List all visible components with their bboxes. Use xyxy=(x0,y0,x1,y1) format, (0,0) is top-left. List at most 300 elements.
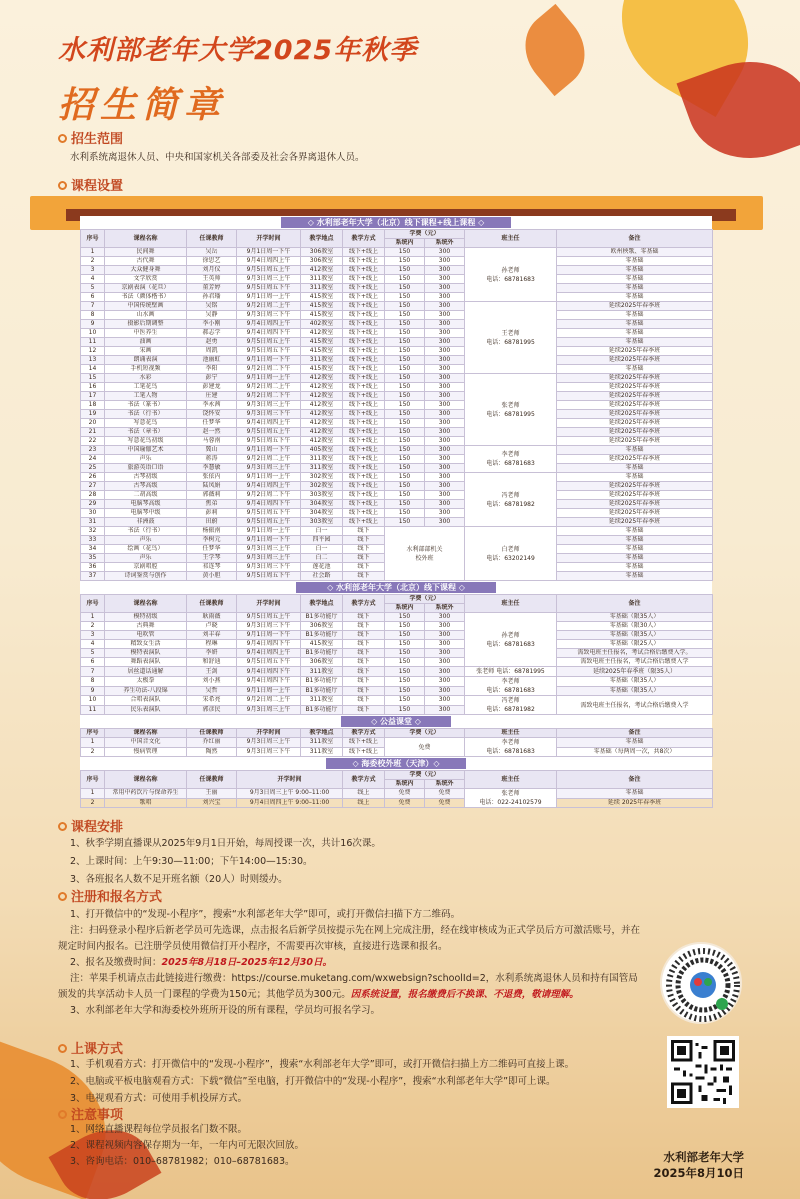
cell-mode: 线下+线上 xyxy=(343,455,385,464)
cell-mode: 线下 xyxy=(343,696,385,706)
cell-note: 需致电班主任报名，考试合格后缴费入学 xyxy=(557,658,713,667)
cell-start-time: 9月1日周一上午 xyxy=(237,374,301,383)
cell-fee-in: 150 xyxy=(385,257,425,266)
col-head: 班主任 xyxy=(465,595,557,613)
cell-teacher: 焦弟 xyxy=(187,500,237,509)
cell-mode: 线下+线上 xyxy=(343,284,385,293)
cell-course-name: 中医养生 xyxy=(105,329,187,338)
cell-mode: 线下+线上 xyxy=(343,738,385,748)
table-row xyxy=(81,248,713,257)
cell-mode: 线上 xyxy=(343,789,385,799)
cell-place: 412教室 xyxy=(301,383,343,392)
cell-fee-in: 150 xyxy=(385,365,425,374)
cell-start-time: 9月5日周五上午 xyxy=(237,338,301,347)
cell-mode: 线下 xyxy=(343,658,385,667)
cell-fee-out: 300 xyxy=(425,667,465,677)
cell-no: 9 xyxy=(81,686,105,696)
cell-no: 31 xyxy=(81,518,105,527)
cell-no: 6 xyxy=(81,293,105,302)
cell-fee-in: 150 xyxy=(385,518,425,527)
cell-teacher: 王丽 xyxy=(187,789,237,799)
table-row xyxy=(81,789,713,799)
cell-place: 莲花池 xyxy=(301,563,343,572)
cell-fee-out: 300 xyxy=(425,419,465,428)
cell-course-name: 电脑琴高级 xyxy=(105,500,187,509)
cell-place: 302教室 xyxy=(301,473,343,482)
cell-mode: 线下+线上 xyxy=(343,482,385,491)
maple-leaf-decoration xyxy=(510,4,601,96)
cell-fee-in: 150 xyxy=(385,266,425,275)
cell-teacher: 刘兴宝 xyxy=(187,798,237,808)
col-fee-out: 系统外 xyxy=(425,239,465,248)
cell-teacher: 池丽虹 xyxy=(187,356,237,365)
cell-no: 10 xyxy=(81,696,105,706)
cell-fee-in: 150 xyxy=(385,686,425,696)
cell-teacher: 孙君璠 xyxy=(187,293,237,302)
cell-start-time: 9月1日周一下午 xyxy=(237,446,301,455)
cell-place: 311教室 xyxy=(301,464,343,473)
cell-fee-out: 300 xyxy=(425,275,465,284)
cell-course-name: 诗词鉴赏与创作 xyxy=(105,572,187,581)
cell-start-time: 9月3日周三下午 xyxy=(237,410,301,419)
cell-mode: 线下+线上 xyxy=(343,365,385,374)
cell-fee-in: 免费 xyxy=(385,789,425,799)
cell-mode: 线下+线上 xyxy=(343,302,385,311)
cell-fee-in: 免费 xyxy=(385,798,425,808)
notes-line: 3、咨询电话：010–68781982；010–68781683。 xyxy=(70,1156,295,1167)
cell-start-time: 9月5日周五上午 xyxy=(237,613,301,622)
cell-place: 302教室 xyxy=(301,482,343,491)
table-row xyxy=(81,473,713,482)
cell-mode: 线下+线上 xyxy=(343,747,385,757)
cell-course-name: 京剧唱腔 xyxy=(105,563,187,572)
cell-fee-out: 300 xyxy=(425,518,465,527)
cell-teacher: 郝志学 xyxy=(187,329,237,338)
cell-class-head: 王老师 电话：68781995 xyxy=(465,302,557,374)
cell-mode: 线下+线上 xyxy=(343,500,385,509)
cell-fee-out: 300 xyxy=(425,640,465,649)
qr-code[interactable] xyxy=(667,1036,739,1108)
cell-no: 19 xyxy=(81,410,105,419)
cell-fee-in: 150 xyxy=(385,275,425,284)
register-line: 3、水利部老年大学和海委校外班所开设的所有课程，学员均可报名学习。 xyxy=(70,1005,381,1016)
cell-course-name: 文学欣赏 xyxy=(105,275,187,284)
cell-teacher: 王剑 xyxy=(187,667,237,677)
cell-teacher: 黄小胆 xyxy=(187,572,237,581)
cell-start-time: 9月3日周三上午 9:00–11:00 xyxy=(237,789,343,799)
col-name: 课程名称 xyxy=(105,771,187,789)
cell-place: 306教室 xyxy=(301,622,343,631)
cell-mode: 线下+线上 xyxy=(343,293,385,302)
cell-fee-in: 150 xyxy=(385,347,425,356)
cell-note: 零基础（限35人） xyxy=(557,677,713,687)
cell-place: 311教室 xyxy=(301,738,343,748)
table-row xyxy=(81,365,713,374)
cell-teacher: 刘月仪 xyxy=(187,266,237,275)
cell-start-time: 9月5日周五下午 xyxy=(237,658,301,667)
scope-text: 水利系统离退休人员、中央和国家机关各部委及社会各界离退休人员。 xyxy=(70,152,365,163)
cell-mode: 线下+线上 xyxy=(343,509,385,518)
col-mode: 教学方式 xyxy=(343,595,385,613)
schedule-text xyxy=(70,835,740,889)
cell-fee-out: 300 xyxy=(425,622,465,631)
cell-place: 415教室 xyxy=(301,347,343,356)
cell-teacher: 冀山 xyxy=(187,446,237,455)
cell-teacher: 宋希亮 xyxy=(187,696,237,706)
table-row xyxy=(81,631,713,640)
cell-start-time: 9月4日周四下午 xyxy=(237,329,301,338)
cell-course-name: 精致女生活 xyxy=(105,640,187,649)
cell-start-time: 9月5日周五上午 xyxy=(237,518,301,527)
cell-fee-out: 300 xyxy=(425,356,465,365)
cell-course-name: 手机短视频 xyxy=(105,365,187,374)
cell-note: 延续2025年春季班 xyxy=(557,518,713,527)
cell-no: 29 xyxy=(81,500,105,509)
register-line: 注：扫码登录小程序后新老学员可先选课，点击报名后新学员按提示先在网上完成注册，经在线审核成为正式学员后方可激活账号，并在规定时间内报名。已注册学员使用微信打开小程序，不需要再次审核，直接进行选课和报名。 xyxy=(58,925,641,952)
cell-mode: 线下 xyxy=(343,536,385,545)
cell-place: B1多功能厅 xyxy=(301,705,343,715)
col-time: 开学时间 xyxy=(237,230,301,248)
col-name: 课程名称 xyxy=(105,595,187,613)
circle-bullet-icon xyxy=(58,134,67,143)
cell-start-time: 9月5日周五下午 xyxy=(237,509,301,518)
cell-course-name: 油画 xyxy=(105,338,187,347)
cell-start-time: 9月3日周三上午 xyxy=(237,401,301,410)
cell-start-time: 9月2日周二下午 xyxy=(237,365,301,374)
cell-course-name: 大众健身舞 xyxy=(105,266,187,275)
cell-mode: 线下+线上 xyxy=(343,428,385,437)
cell-note: 延续2025年春季班 xyxy=(557,491,713,500)
cell-place: B1多功能厅 xyxy=(301,613,343,622)
cell-course-name: 古琴初级 xyxy=(105,473,187,482)
register-line: 1、打开微信中的“发现-小程序”，搜索“水利部老年大学”即可，或打开微信扫描下方二维码。 xyxy=(70,909,461,920)
table-row xyxy=(81,509,713,518)
cell-course-name: 宋画 xyxy=(105,347,187,356)
circle-bullet-icon xyxy=(58,181,67,190)
cell-course-name: 常用中药饮片与保命养生 xyxy=(105,789,187,799)
table-row xyxy=(81,419,713,428)
cell-no: 23 xyxy=(81,446,105,455)
col-fee-out: 系统外 xyxy=(425,604,465,613)
cell-mode: 线下+线上 xyxy=(343,374,385,383)
cell-teacher: 吴岳 xyxy=(187,248,237,257)
cell-note: 零基础 xyxy=(557,473,713,482)
cell-fee-in: 150 xyxy=(385,392,425,401)
footer xyxy=(653,1149,744,1181)
table-row xyxy=(81,392,713,401)
cell-fee-out: 300 xyxy=(425,347,465,356)
cell-start-time: 9月1日周一下午 xyxy=(237,631,301,640)
cell-course-name: 古琴高级 xyxy=(105,482,187,491)
col-time: 开学时间 xyxy=(237,771,343,789)
cell-mode: 线下+线上 xyxy=(343,437,385,446)
cell-no: 33 xyxy=(81,536,105,545)
cell-no: 17 xyxy=(81,392,105,401)
cell-no: 12 xyxy=(81,347,105,356)
col-place: 教学地点 xyxy=(301,230,343,248)
cell-start-time: 9月4日周四下午 xyxy=(237,640,301,649)
table-row xyxy=(81,527,713,536)
cell-fee-out: 300 xyxy=(425,631,465,640)
cell-mode: 线下+线上 xyxy=(343,491,385,500)
cell-fee-in: 150 xyxy=(385,500,425,509)
cell-class-head: 冯老师 电话：68781982 xyxy=(465,696,557,715)
cell-place: 415教室 xyxy=(301,293,343,302)
cell-teacher: 李妍 xyxy=(187,649,237,658)
cell-start-time: 9月4日周四上午 xyxy=(237,649,301,658)
cell-no: 27 xyxy=(81,482,105,491)
cell-place: 415教室 xyxy=(301,302,343,311)
table-row xyxy=(81,320,713,329)
cell-fee-in: 150 xyxy=(385,491,425,500)
col-note: 备注 xyxy=(557,230,713,248)
cell-note: 零基础 xyxy=(557,563,713,572)
cell-no: 20 xyxy=(81,419,105,428)
cell-place: 412教室 xyxy=(301,392,343,401)
cell-teacher: 田蔚 xyxy=(187,518,237,527)
cell-start-time: 9月4日周四下午 xyxy=(237,677,301,687)
cell-note: 延续2025年春季班 xyxy=(557,356,713,365)
table-row xyxy=(81,374,713,383)
cell-teacher: 吴静 xyxy=(187,311,237,320)
cell-note: 延续2025年春季班 xyxy=(557,437,713,446)
cell-fee-out: 300 xyxy=(425,649,465,658)
table4-band: ◇ 海委校外班（天津）◇ xyxy=(326,758,466,769)
cell-note: 零基础 xyxy=(557,284,713,293)
circle-bullet-icon xyxy=(58,1110,67,1119)
cell-fee-out: 300 xyxy=(425,696,465,706)
cell-start-time: 9月3日周三下午 xyxy=(237,622,301,631)
col-mode: 教学方式 xyxy=(343,771,385,789)
cell-note: 零基础 xyxy=(557,311,713,320)
cell-fee-out: 300 xyxy=(425,302,465,311)
cell-place: 415教室 xyxy=(301,640,343,649)
cell-start-time: 9月3日周三上午 xyxy=(237,738,301,748)
cell-teacher: 赵一然 xyxy=(187,428,237,437)
schedule-line: 1、秋季学期直播课从2025年9月1日开始，每周授课一次，共计16次课。 xyxy=(70,838,381,849)
register-text xyxy=(58,907,644,1019)
cell-start-time: 9月2日周二下午 xyxy=(237,392,301,401)
cell-note: 零基础（限35人） xyxy=(557,686,713,696)
page-title: 水利部老年大学2025年秋季 xyxy=(58,35,418,66)
cell-place: 304教室 xyxy=(301,500,343,509)
cell-fee-out: 300 xyxy=(425,374,465,383)
cell-place: 社会路 xyxy=(301,572,343,581)
cell-fee-in: 150 xyxy=(385,640,425,649)
cell-place: 412教室 xyxy=(301,419,343,428)
cell-course-name: 模特初级 xyxy=(105,613,187,622)
table-row xyxy=(81,293,713,302)
cell-note: 零基础 xyxy=(557,527,713,536)
cell-fee-out: 300 xyxy=(425,509,465,518)
cell-no: 5 xyxy=(81,284,105,293)
cell-start-time: 9月2日周二上午 xyxy=(237,455,301,464)
table-row xyxy=(81,257,713,266)
col-fee-in: 系统内 xyxy=(385,604,425,613)
cell-note: 延续2025年春季班 xyxy=(557,419,713,428)
cell-course-name: 声乐 xyxy=(105,536,187,545)
cell-no: 8 xyxy=(81,311,105,320)
cell-fee-in: 150 xyxy=(385,329,425,338)
cell-no: 28 xyxy=(81,491,105,500)
cell-no: 1 xyxy=(81,248,105,257)
cell-course-name: 声乐 xyxy=(105,455,187,464)
cell-teacher: 马蓉南 xyxy=(187,437,237,446)
cell-no: 2 xyxy=(81,747,105,757)
register-heading: 注册和报名方式 xyxy=(58,886,162,905)
cell-mode: 线下+线上 xyxy=(343,257,385,266)
cell-note: 零基础 xyxy=(557,789,713,799)
cell-fee-in: 150 xyxy=(385,320,425,329)
cell-course-name: 慢病管理 xyxy=(105,747,187,757)
cell-start-time: 9月3日周三下午 xyxy=(237,311,301,320)
cell-fee-out: 300 xyxy=(425,365,465,374)
cell-fee-merged: 水利部部机关 校外班 xyxy=(385,527,465,581)
cell-mode: 线下+线上 xyxy=(343,266,385,275)
cell-fee-out: 300 xyxy=(425,266,465,275)
cell-teacher: 董芳婷 xyxy=(187,284,237,293)
cell-fee-out: 300 xyxy=(425,500,465,509)
cell-teacher: 陶然 xyxy=(187,747,237,757)
cell-fee-out: 300 xyxy=(425,686,465,696)
col-name: 课程名称 xyxy=(105,729,187,738)
cell-start-time: 9月4日周四下午 xyxy=(237,500,301,509)
cell-no: 9 xyxy=(81,320,105,329)
cell-mode: 线下+线上 xyxy=(343,347,385,356)
cell-fee-out: 300 xyxy=(425,464,465,473)
attend-line: 3、电视观看方式：可使用手机投屏方式。 xyxy=(70,1093,248,1104)
cell-place: B1多功能厅 xyxy=(301,649,343,658)
col-fee-out: 系统外 xyxy=(425,780,465,789)
cell-start-time: 9月3日周三上午 xyxy=(237,275,301,284)
cell-mode: 线上 xyxy=(343,798,385,808)
cell-no: 3 xyxy=(81,266,105,275)
cell-teacher: 陆凤娟 xyxy=(187,482,237,491)
cell-note: 零基础 xyxy=(557,464,713,473)
cell-place: 405教室 xyxy=(301,446,343,455)
cell-mode: 线下 xyxy=(343,677,385,687)
cell-note: 零基础 xyxy=(557,266,713,275)
cell-fee-out: 免费 xyxy=(425,789,465,799)
cell-place: 311教室 xyxy=(301,356,343,365)
cell-start-time: 9月4日周四上午 xyxy=(237,482,301,491)
cell-mode: 线下+线上 xyxy=(343,401,385,410)
cell-note: 零基础（限30人） xyxy=(557,622,713,631)
cell-note: 延续2025年春季班 xyxy=(557,302,713,311)
cell-start-time: 9月3日周三上午 xyxy=(237,464,301,473)
cell-place: 415教室 xyxy=(301,365,343,374)
cell-fee-in: 150 xyxy=(385,509,425,518)
cell-start-time: 9月3日周三下午 xyxy=(237,563,301,572)
mini-program-code[interactable] xyxy=(660,942,742,1024)
cell-mode: 线下+线上 xyxy=(343,518,385,527)
cell-no: 2 xyxy=(81,257,105,266)
cell-fee-in: 150 xyxy=(385,677,425,687)
cell-teacher: 耿雨薇 xyxy=(187,613,237,622)
table-row xyxy=(81,446,713,455)
col-head: 班主任 xyxy=(465,771,557,789)
cell-start-time: 9月1日周一上午 xyxy=(237,473,301,482)
register-line: 注：苹果手机请点击此链接进行缴费：https://course.muketang.com/wxwebsign?schoolId=2，水利系统离退休人员和持有国管局颁发的共享活动卡人员一门课程的学费为150元；其他学员为300元。因系统设置，报名缴费后不换课、不退费，敬请理解。 xyxy=(58,973,638,1000)
cell-place: 白一 xyxy=(301,545,343,554)
cell-mode: 线下 xyxy=(343,572,385,581)
cell-no: 10 xyxy=(81,329,105,338)
cell-fee-in: 150 xyxy=(385,401,425,410)
table-row xyxy=(81,518,713,527)
col-fee-in: 系统内 xyxy=(385,780,425,789)
col-head: 班主任 xyxy=(465,729,557,738)
table-row xyxy=(81,738,713,748)
cell-start-time: 9月5日周五下午 xyxy=(237,437,301,446)
cell-course-name: 书法（章书） xyxy=(105,428,187,437)
cell-course-name: 舞蹈表演队 xyxy=(105,658,187,667)
cell-fee-in: 150 xyxy=(385,455,425,464)
cell-teacher: 王英帅 xyxy=(187,275,237,284)
cell-fee-in: 150 xyxy=(385,649,425,658)
cell-place: 311教室 xyxy=(301,747,343,757)
table2 xyxy=(80,594,713,715)
cell-class-head: 李老师 电话：68781683 xyxy=(465,446,557,473)
cell-course-name: 居丝道话通解 xyxy=(105,667,187,677)
table-row xyxy=(81,338,713,347)
cell-no: 32 xyxy=(81,527,105,536)
cell-fee-out: 300 xyxy=(425,329,465,338)
cell-place: 311教室 xyxy=(301,696,343,706)
cell-teacher: 卢晓 xyxy=(187,622,237,631)
cell-teacher: 李小刚 xyxy=(187,320,237,329)
cell-teacher: 刘小燕 xyxy=(187,677,237,687)
cell-no: 21 xyxy=(81,428,105,437)
cell-no: 14 xyxy=(81,365,105,374)
cell-fee-out: 300 xyxy=(425,284,465,293)
cell-teacher: 程琳 xyxy=(187,640,237,649)
col-place: 教学地点 xyxy=(301,595,343,613)
attend-heading: 上课方式 xyxy=(58,1038,123,1057)
cell-note: 零基础 xyxy=(557,320,713,329)
cell-place: 311教室 xyxy=(301,275,343,284)
cell-mode: 线下 xyxy=(343,667,385,677)
cell-start-time: 9月1日周一上午 xyxy=(237,527,301,536)
cell-note: 零基础 xyxy=(557,738,713,748)
cell-course-name: 京剧表演（花旦） xyxy=(105,284,187,293)
cell-start-time: 9月1日周一下午 xyxy=(237,248,301,257)
table1 xyxy=(80,229,713,581)
cell-note: 延续2025年春季班（限35人） xyxy=(557,667,713,677)
table-row xyxy=(81,658,713,667)
cell-course-name: 书法（行书） xyxy=(105,527,187,536)
cell-fee-out: 300 xyxy=(425,392,465,401)
col-note: 备注 xyxy=(557,729,713,738)
table-row xyxy=(81,649,713,658)
cell-course-name: 古代舞 xyxy=(105,257,187,266)
cell-mode: 线下+线上 xyxy=(343,473,385,482)
cell-place: 303教室 xyxy=(301,518,343,527)
cell-place: 306教室 xyxy=(301,658,343,667)
cell-start-time: 9月5日周五下午 xyxy=(237,347,301,356)
cell-note: 延续2025年春季班 xyxy=(557,401,713,410)
cell-teacher: 张依内 xyxy=(187,473,237,482)
cell-fee-out: 300 xyxy=(425,383,465,392)
cell-teacher: 郭薇莉 xyxy=(187,491,237,500)
cell-course-name: 山水画 xyxy=(105,311,187,320)
course-tables xyxy=(80,216,712,806)
cell-course-name: 电脑琴中级 xyxy=(105,509,187,518)
cell-mode: 线下+线上 xyxy=(343,464,385,473)
cell-class-head: 白老师 电话：63202149 xyxy=(465,527,557,581)
cell-mode: 线下+线上 xyxy=(343,275,385,284)
cell-no: 8 xyxy=(81,677,105,687)
cell-place: 412教室 xyxy=(301,329,343,338)
